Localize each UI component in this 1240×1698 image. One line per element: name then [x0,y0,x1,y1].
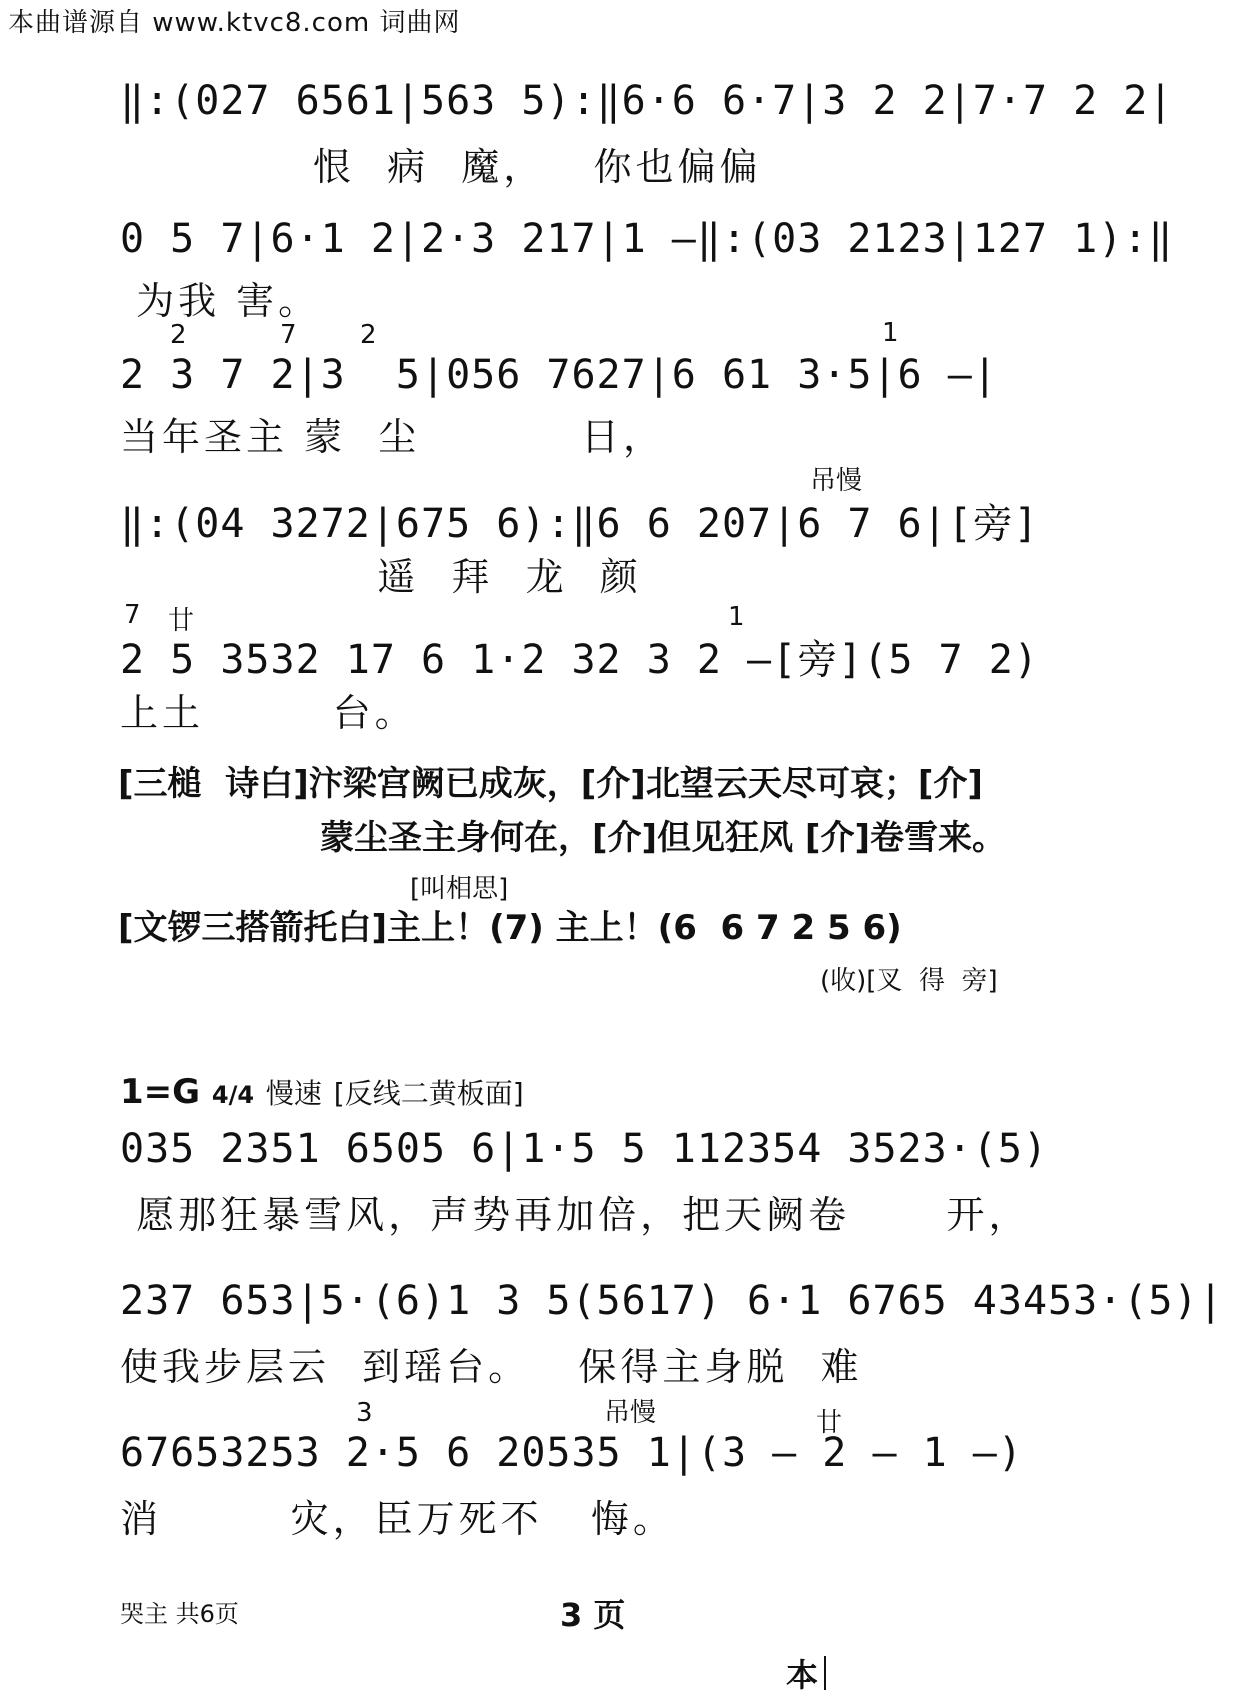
key-signature-line [120,1072,524,1112]
tempo-mark-diaoman: 吊慢 [810,466,863,496]
notation-line-5: 2 5 3532 17 6 1·2 32 3 2 —[旁](5 7 2) [120,637,1039,683]
source-header: 本曲谱源自 www.ktvc8.com 词曲网 [8,8,461,38]
lyrics-line-3: 当年圣主 蒙 尘 日， [120,415,666,459]
lyrics-line-5: 上土 台。 [120,691,417,735]
notation-line-8: 67653253 2·5 6 20535 1|(3 — 2 — 1 —) [120,1430,1023,1476]
lyrics-line-6: 愿那狂暴雪风，声势再加倍，把天阙卷 开， [120,1193,1031,1237]
notation-line-2: 0 5 7|6·1 2|2·3 217|1 —‖:(03 2123|127 1):‖ [120,216,1174,262]
sa-mark: 廿 [816,1408,843,1438]
tempo-mark-diaoman: 吊慢 [604,1398,657,1428]
grace-note-mark: 7 [280,320,297,350]
recitation-line-1: [三槌 诗白]汴梁宫阙已成灰，[介]北望云天尽可哀；[介] [118,764,983,804]
recitation-line-3: [文锣三搭箭托白]主上！(7) 主上！(6 6 7 2 5 6) [118,908,902,948]
grace-note-mark: 3 [356,1398,373,1428]
grace-note-mark: 2 [170,320,187,350]
recitation-line-4: (收)[叉 得 旁] [820,966,998,996]
lyrics-line-4: 遥 拜 龙 颜 [120,555,642,599]
notation-line-4: ‖:(04 3272|675 6):‖6 6 207|6 7 6|[旁] [120,501,1039,547]
recitation-line-2: 蒙尘圣主身何在，[介]但见狂风 [介]卷雪来。 [320,818,1006,858]
notation-line-7: 237 653|5·(6)1 3 5(5617) 6·1 6765 43453·(5)| [120,1278,1224,1324]
corner-stamp: 本 [786,1656,819,1694]
notation-line-3: 2 3 7 2|3 5|056 7627|6 61 3·5|6 —| [120,352,998,398]
grace-note-mark: 1 [728,602,745,632]
key-signature: 1=G [120,1072,201,1112]
notation-line-6: 035 2351 6505 6|1·5 5 112354 3523·(5) [120,1126,1049,1172]
notation-line-1: ‖:(027 6561|563 5):‖6·6 6·7|3 2 2|7·7 2 2| [120,78,1174,124]
stamp-divider [824,1656,826,1690]
grace-note-mark: 7 [124,600,141,630]
tempo: 慢速 [265,1077,322,1110]
lyrics-line-7: 使我步层云 到瑶台。 保得主身脱 难 [120,1345,863,1389]
time-signature: 4/4 [211,1081,255,1109]
lyrics-line-1: 恨 病 魔， 你也偏偏 [120,145,762,189]
lyrics-line-8: 消 灾，臣万死不 悔。 [120,1497,675,1541]
lyrics-line-2: 为我 害。 [120,279,321,323]
tune-name: [叫相思] [410,874,509,904]
grace-note-mark: 1 [882,318,899,348]
page-number: 3 页 [560,1596,626,1634]
mode: [反线二黄板面] [333,1077,524,1110]
footer-title: 哭主 共6页 [120,1600,239,1628]
grace-note-mark: 2 [360,320,377,350]
sa-mark: 廿 [168,606,195,636]
